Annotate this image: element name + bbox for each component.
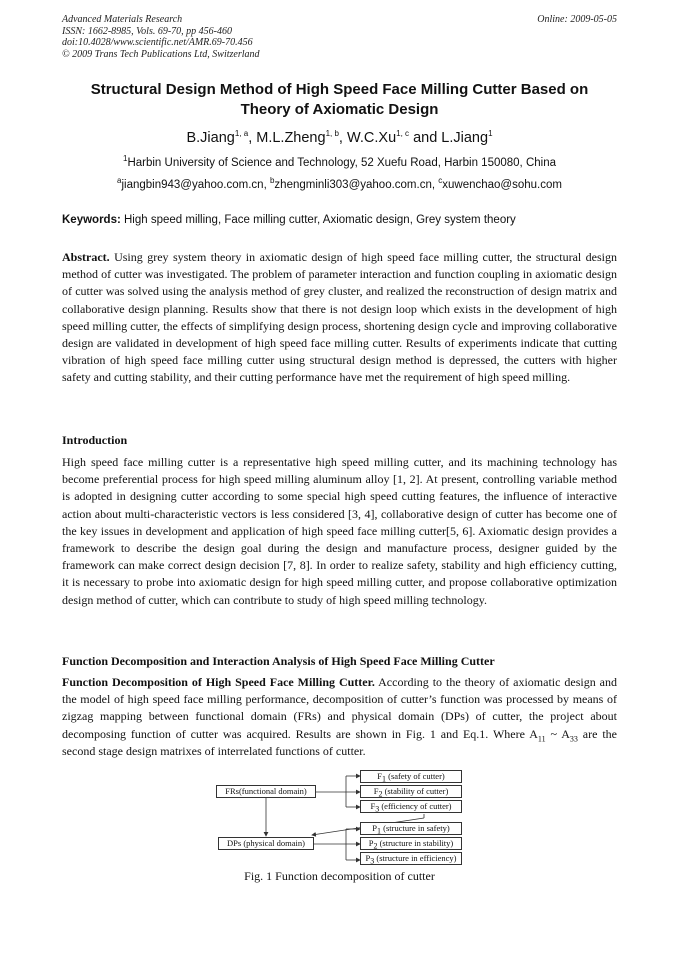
paragraph-text: ~ A [545,726,570,741]
journal-doi: doi:10.4028/www.scientific.net/AMR.69-70.456 [62,37,253,48]
email-sup: c [438,176,443,186]
f1-label: (safety of cutter) [385,771,445,781]
p1-label: (structure in safety) [381,823,450,833]
email-sup: b [269,176,275,186]
f2-symbol: F [373,786,379,796]
journal-name: Advanced Materials Research [62,14,183,25]
author-list [62,129,617,147]
paragraph-text: According to the theory of axiomatic design and the model of high speed face milling performance, decomposition of cutter’s function was processed by means of zigzag mapping between functional domain (FRs) and physical domain (DPs) of cutter, the project about decomposing function of cutter was acquired. Results are shown in Fig. 1 and Eq.1. Where A [62,675,618,741]
email-link[interactable]: jiangbin943@yahoo.com.cn, [121,179,270,191]
email-sup: a [117,176,122,186]
f2-label: (stability of cutter) [382,786,449,796]
affiliation-sup: 1 [123,154,128,164]
f3-label: (efficiency of cutter) [379,801,452,811]
journal-header [62,14,617,60]
author-sup: 1 [488,129,493,139]
f3-sub: 3 [375,804,380,814]
f2-box [360,785,462,798]
author-sup: 1, c [396,129,410,139]
affiliation-text: Harbin University of Science and Technology, 52 Xuefu Road, Harbin 150080, China [127,157,556,169]
keywords [62,213,617,228]
p2-label: (structure in stability) [377,838,454,848]
function-section-text [62,674,617,760]
title-line-2: Theory of Axiomatic Design [240,101,439,118]
p2-sub: 2 [373,841,378,851]
f2-sub: 2 [378,789,383,799]
introduction-heading: Introduction [62,433,128,447]
subsection-lead: Function Decomposition of High Speed Face Milling Cutter. [62,675,375,689]
f1-box [360,770,462,783]
abstract [62,249,617,387]
author-sep: , [248,130,257,146]
function-section-heading: Function Decomposition and Interaction Analysis of High Speed Face Milling Cutter [62,654,495,668]
p3-label: (structure in efficiency) [374,853,457,863]
p2-box [360,837,462,850]
author-sep: , [338,130,347,146]
title-line-1: Structural Design Method of High Speed Face Milling Cutter Based on [90,81,589,98]
f3-box [360,800,462,813]
author-name: W.C.Xu [346,130,397,146]
p2-symbol: P [368,838,374,848]
p1-sub: 1 [377,826,382,836]
online-date: Online: 2009-05-05 [537,14,617,25]
f1-symbol: F [377,771,382,781]
subscript: 11 [537,734,546,743]
function-decomposition-diagram [200,766,480,866]
introduction-text: High speed face milling cutter is a representative high speed milling cutter, and its machining technology has become preferential process for high speed milling aluminum alloy [1, 2]. At present, controlling variable method is adopted in designing cutter according to some special high speed cutting features, the influence of interactive action about multi-characteristic vectors is less considered [3, 4], collaborative design of cutter has become one of the key issues in development and application of high speed face milling cutter[5, 6]. Axiomatic design provides a framework to describe the design goal during the design and manufacture process, designer guided by the framework can make correct design decision [7, 8]. In order to realize safety, stability and high efficiency cutting, it is necessary to probe into axiomatic design for high speed milling cutter, and propose collaborative optimization design method of cutter, which can contribute to study of high speed milling technology. [62,455,617,607]
journal-copyright: © 2009 Trans Tech Publications Ltd, Switzerland [62,48,260,60]
author-name: M.L.Zheng [256,130,326,146]
author-name: L.Jiang [441,130,489,146]
p3-symbol: P [365,853,371,863]
abstract-text: Using grey system theory in axiomatic design of high speed face milling cutter, the structural design method of cutter was investigated. The problem of parameter interaction and function coupling in axiomatic design of cutter was solved using the analysis method of grey cluster, and realized the reconstruction of design matrix and collaborative design planning. Results show that there is not design loop which exists in the development of high speed milling cutter, the effects of simplifying design process, shortening design cycle and improving collaborative design are validated in development of high speed face milling cutter. Results of experiments indicate that cutting vibration of high speed face milling cutter using structural design method is depressed, the cutters with higher safety and cutting stability, and their cutting performance have met the requirement of high speed milling. [62,250,617,385]
paper-title [62,80,617,120]
email-link[interactable]: xuwenchao@sohu.com [442,179,562,191]
figure-caption: Fig. 1 Function decomposition of cutter [244,869,435,883]
keywords-text: High speed milling, Face milling cutter, Axiomatic design, Grey system theory [120,214,516,226]
p1-box [360,822,462,835]
f1-sub: 1 [381,774,386,784]
dps-box: DPs (physical domain) [218,837,314,850]
p3-sub: 3 [370,856,375,866]
affiliation [62,156,617,171]
p1-symbol: P [372,823,378,833]
author-emails [62,178,617,193]
keywords-label: Keywords: [62,214,121,226]
subscript: 33 [569,734,578,743]
author-sup: 1, a [234,129,249,139]
frs-box: FRs(functional domain) [216,785,316,798]
abstract-label: Abstract. [62,250,110,264]
email-link[interactable]: zhengminli303@yahoo.com.cn, [274,179,439,191]
author-sep: and [409,130,442,146]
author-sup: 1, b [325,129,339,139]
f3-symbol: F [370,801,376,811]
p3-box [360,852,462,865]
paragraph-text: are the second stage design matrixes of interrelated functions of cutter. [62,726,618,758]
journal-issn: ISSN: 1662-8985, Vols. 69-70, pp 456-460 [62,25,232,37]
author-name: B.Jiang [186,130,235,146]
